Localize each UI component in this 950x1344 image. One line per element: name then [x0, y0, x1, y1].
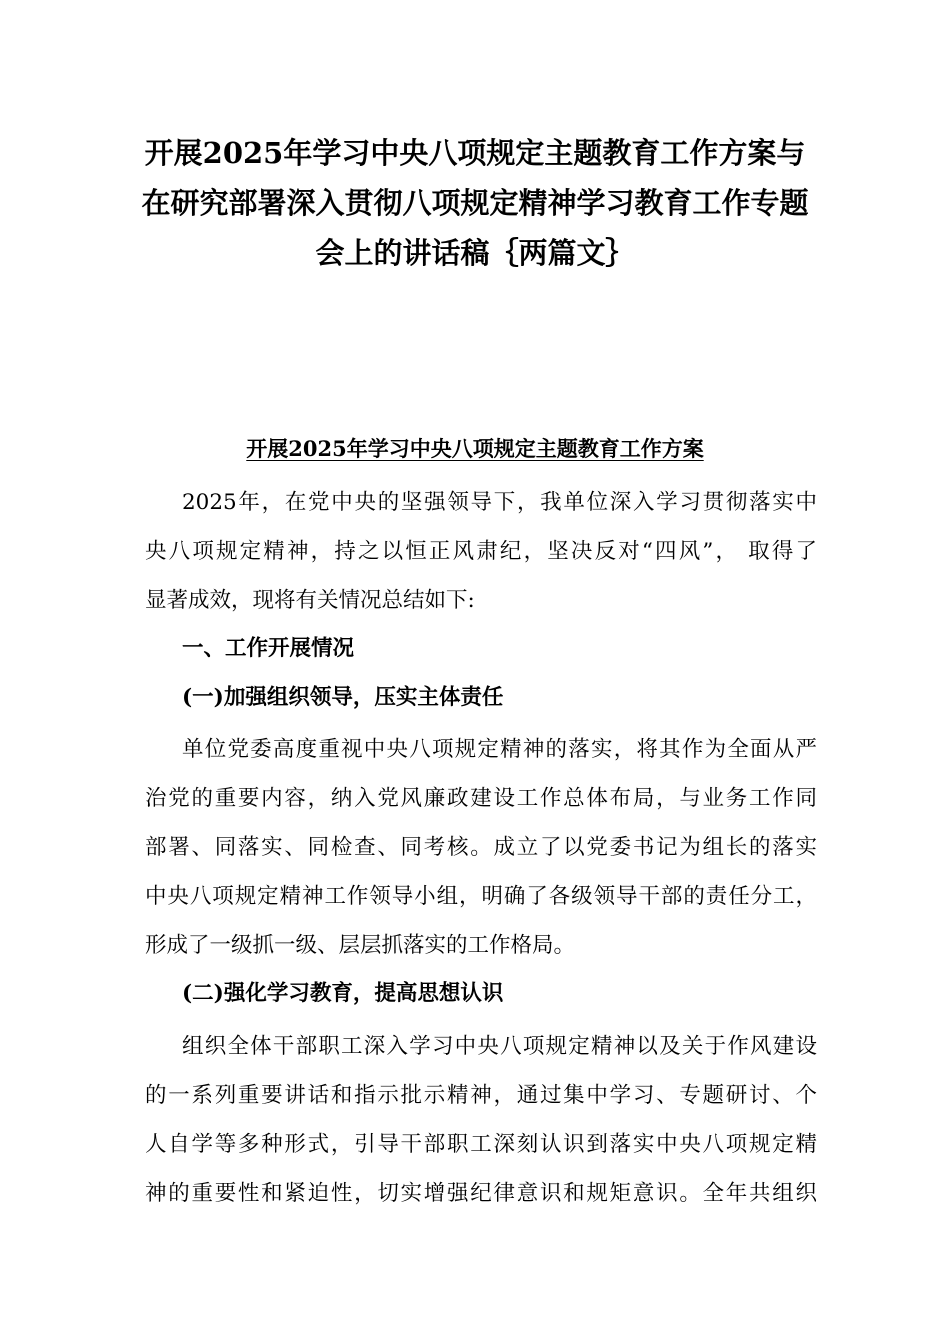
paragraph-line: 央八项规定精神，持之以恒正风肃纪，坚决反对“四风”， 取得了: [145, 539, 817, 564]
title-line: 会上的讲话稿｛两篇文｝: [315, 236, 635, 270]
paragraph-line: 单位党委高度重视中央八项规定精神的落实，将其作为全面从严: [182, 737, 817, 762]
subheading-organization: (一)加强组织领导，压实主体责任: [182, 685, 504, 710]
paragraph-line: 形成了一级抓一级、层层抓落实的工作格局。: [145, 933, 576, 958]
subheading-study: (二)强化学习教育，提高思想认识: [182, 981, 504, 1006]
paragraph-line: 显著成效，现将有关情况总结如下:: [145, 588, 475, 613]
heading-work-status: 一、工作开展情况: [182, 636, 355, 661]
paragraph-line: 部署、同落实、同检查、同考核。成立了以党委书记为组长的落实: [145, 835, 817, 860]
title-line: 开展2025年学习中央八项规定主题教育工作方案与: [144, 136, 806, 170]
paragraph-study: [145, 1022, 817, 1218]
section-title: 开展2025年学习中央八项规定主题教育工作方案: [246, 436, 704, 461]
paragraph-line: 中央八项规定精神工作领导小组，明确了各级领导干部的责任分工，: [145, 884, 817, 909]
paragraph-line: 2025年，在党中央的坚强领导下，我单位深入学习贯彻落实中: [182, 490, 817, 515]
document-title: [140, 128, 810, 278]
paragraph-line: 的一系列重要讲话和指示批示精神，通过集中学习、专题研讨、个: [145, 1083, 817, 1108]
title-line: 在研究部署深入贯彻八项规定精神学习教育工作专题: [141, 186, 809, 220]
paragraph-line: 人自学等多种形式，引导干部职工深刻认识到落实中央八项规定精: [145, 1132, 817, 1157]
paragraph-line: 组织全体干部职工深入学习中央八项规定精神以及关于作风建设: [182, 1034, 817, 1059]
paragraph-line: 神的重要性和紧迫性，切实增强纪律意识和规矩意识。全年共组织: [145, 1181, 817, 1206]
paragraph-organization: [145, 725, 817, 970]
intro-paragraph: [145, 478, 817, 625]
paragraph-line: 治党的重要内容，纳入党风廉政建设工作总体布局，与业务工作同: [145, 786, 817, 811]
